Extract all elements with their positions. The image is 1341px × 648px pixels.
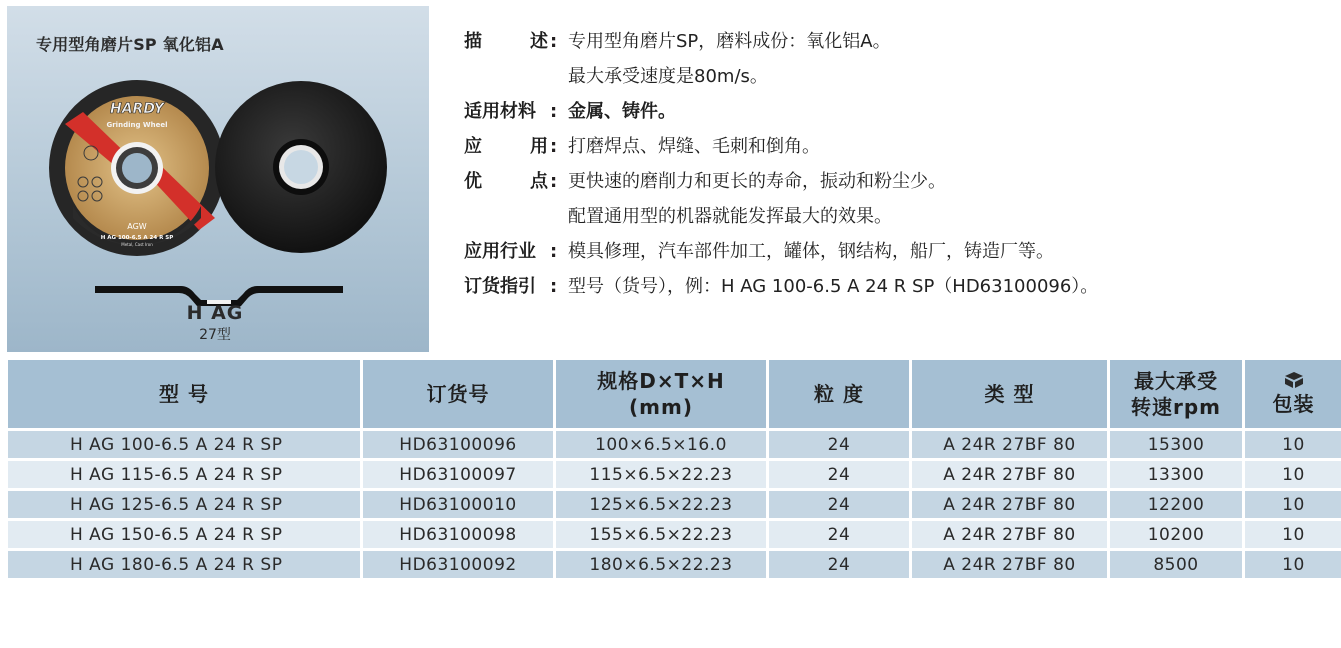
header-speed-line1: 最大承受: [1134, 369, 1218, 393]
product-image-panel: [7, 6, 429, 352]
cell-model: H AG 115-6.5 A 24 R SP: [8, 461, 360, 488]
cell-spec: 125×6.5×22.23: [556, 491, 766, 518]
ordering-guide-label: 订货指引: [464, 276, 536, 297]
cell-grit: 24: [769, 551, 909, 578]
spec-table: [5, 357, 1341, 581]
header-max-speed: [1110, 360, 1242, 428]
cell-pack: 10: [1245, 431, 1341, 458]
application-label: [464, 132, 548, 162]
cell-rpm: 12200: [1110, 491, 1242, 518]
cell-pack: 10: [1245, 491, 1341, 518]
cell-model: H AG 125-6.5 A 24 R SP: [8, 491, 360, 518]
industries-value: 模具修理，汽车部件加工，罐体，钢结构，船厂，铸造厂等。: [568, 241, 1054, 262]
label-char: 用: [530, 136, 548, 157]
application-row: [464, 132, 1334, 167]
cell-spec: 100×6.5×16.0: [556, 431, 766, 458]
cell-spec: 115×6.5×22.23: [556, 461, 766, 488]
ordering-guide-value: 型号（货号），例：H AG 100-6.5 A 24 R SP（HD63100096）。: [568, 276, 1099, 297]
cell-pack: 10: [1245, 551, 1341, 578]
cell-spec: 180×6.5×22.23: [556, 551, 766, 578]
label-char: 应: [464, 136, 482, 157]
cell-model: H AG 180-6.5 A 24 R SP: [8, 551, 360, 578]
grinding-wheel-back-image: [213, 79, 389, 255]
profile-name: H AG: [186, 302, 244, 324]
wheel-subtitle-label: Grinding Wheel: [106, 121, 168, 129]
cell-spec: 155×6.5×22.23: [556, 521, 766, 548]
product-description: [464, 27, 1334, 307]
wheel-code-label: AGW: [127, 222, 147, 231]
table-row: [8, 491, 1341, 518]
header-speed-line2: 转速rpm: [1130, 395, 1222, 419]
product-title: 专用型角磨片SP 氧化铝A: [36, 35, 224, 54]
cell-order-no: HD63100092: [363, 551, 553, 578]
label-char: 述: [530, 31, 548, 52]
colon: :: [550, 171, 558, 192]
table-row: [8, 431, 1341, 458]
advantages-continuation-row: [464, 202, 1334, 237]
industries-label: 应用行业: [464, 241, 536, 262]
cell-order-no: HD63100097: [363, 461, 553, 488]
label-char: 点: [530, 171, 548, 192]
label-char: 优: [464, 171, 482, 192]
header-order-no: 订货号: [363, 360, 553, 428]
description-continuation: 最大承受速度是80m/s。: [568, 66, 768, 87]
cell-grit: 24: [769, 491, 909, 518]
table-row: [8, 551, 1341, 578]
table-header-row: [8, 360, 1341, 428]
header-grit: 粒 度: [769, 360, 909, 428]
cell-rpm: 13300: [1110, 461, 1242, 488]
header-pack: [1245, 360, 1341, 428]
cell-model: H AG 150-6.5 A 24 R SP: [8, 521, 360, 548]
cell-grit: 24: [769, 521, 909, 548]
box-icon: [1283, 371, 1305, 389]
colon: :: [550, 101, 558, 122]
cell-grit: 24: [769, 461, 909, 488]
application-value: 打磨焊点、焊缝、毛刺和倒角。: [568, 136, 820, 157]
cell-type: A 24R 27BF 80: [912, 431, 1107, 458]
wheel-use-label: Metal, Cast Iron: [121, 242, 153, 247]
materials-row: [464, 97, 1334, 132]
cell-type: A 24R 27BF 80: [912, 491, 1107, 518]
wheel-spec-label: H AG 100-6.5 A 24 R SP: [100, 235, 174, 241]
header-type: 类 型: [912, 360, 1107, 428]
cell-order-no: HD63100010: [363, 491, 553, 518]
cell-grit: 24: [769, 431, 909, 458]
cell-rpm: 15300: [1110, 431, 1242, 458]
header-pack-label: 包装: [1272, 392, 1315, 416]
colon: :: [550, 276, 558, 297]
colon: :: [550, 136, 558, 157]
wheel-brand-label: HARDY: [109, 101, 165, 117]
industries-row: [464, 237, 1334, 272]
profile-type: 27型: [199, 327, 231, 343]
colon: :: [550, 31, 558, 52]
grinding-wheel-front-image: [47, 78, 227, 258]
cell-model: H AG 100-6.5 A 24 R SP: [8, 431, 360, 458]
advantages-row: [464, 167, 1334, 202]
materials-label: 适用材料: [464, 101, 536, 122]
table-row: [8, 521, 1341, 548]
description-row: [464, 27, 1334, 62]
header-spec: [556, 360, 766, 428]
description-continuation-row: [464, 62, 1334, 97]
cell-pack: 10: [1245, 461, 1341, 488]
advantages-label: [464, 167, 548, 197]
cell-pack: 10: [1245, 521, 1341, 548]
header-spec-line2: (mm): [629, 395, 693, 419]
table-row: [8, 461, 1341, 488]
cell-rpm: 8500: [1110, 551, 1242, 578]
cell-type: A 24R 27BF 80: [912, 461, 1107, 488]
cell-type: A 24R 27BF 80: [912, 551, 1107, 578]
header-model: 型 号: [8, 360, 360, 428]
label-char: 描: [464, 31, 482, 52]
advantages-value: 更快速的磨削力和更长的寿命，振动和粉尘少。: [568, 171, 946, 192]
advantages-continuation: 配置通用型的机器就能发挥最大的效果。: [568, 206, 892, 227]
colon: :: [550, 241, 558, 262]
description-label: [464, 27, 548, 57]
header-spec-line1: 规格D×T×H: [597, 369, 725, 393]
cell-order-no: HD63100098: [363, 521, 553, 548]
ordering-guide-row: [464, 272, 1334, 307]
materials-value: 金属、铸件。: [568, 101, 676, 122]
description-value: 专用型角磨片SP，磨料成份：氧化铝A。: [568, 31, 891, 52]
cell-order-no: HD63100096: [363, 431, 553, 458]
cell-rpm: 10200: [1110, 521, 1242, 548]
cell-type: A 24R 27BF 80: [912, 521, 1107, 548]
